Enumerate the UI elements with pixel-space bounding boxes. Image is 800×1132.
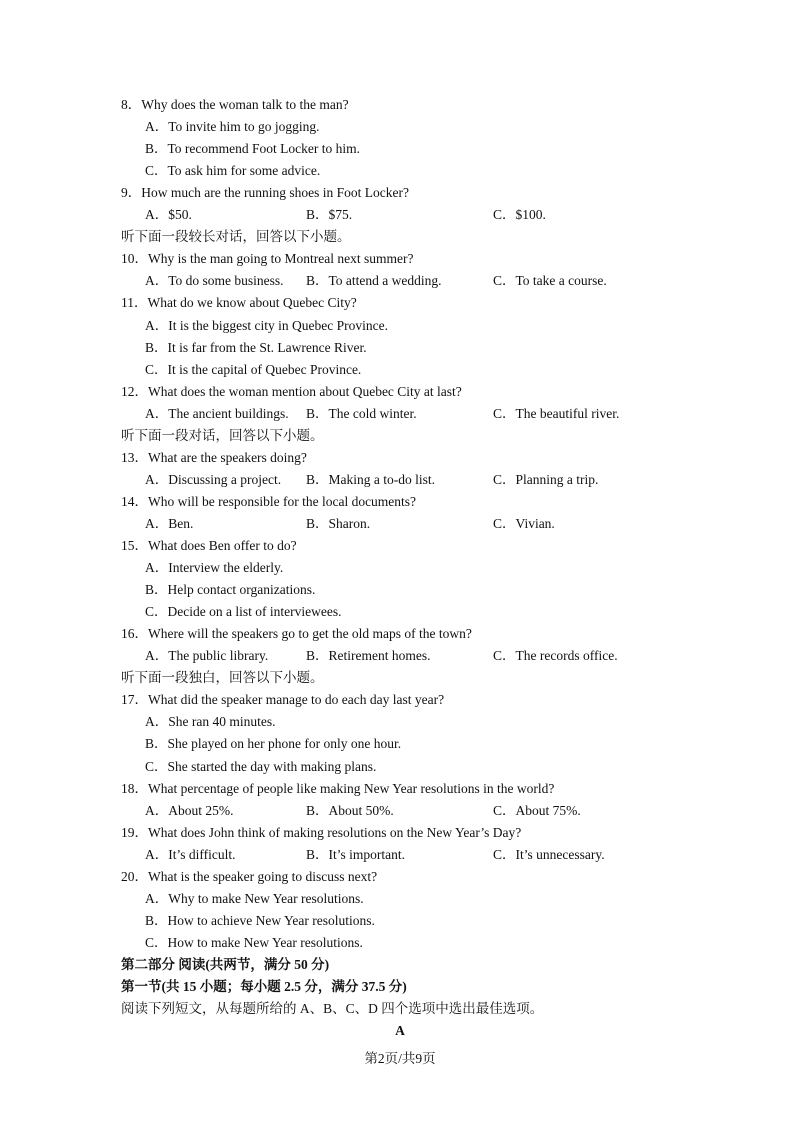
option-text: B．Help contact organizations. [145,582,316,597]
option-a: A．The ancient buildings. [145,406,289,421]
option-text: A．To invite him to go jogging. [145,119,320,134]
option-text: C．It is the capital of Quebec Province. [145,362,362,377]
question-text: 12．What does the woman mention about Quebec City at last? [121,384,462,399]
option-text: A．She ran 40 minutes. [145,714,276,729]
section-instruction: 听下面一段较长对话，回答以下小题。 [121,229,351,244]
section-instruction: 阅读下列短文，从每题所给的 A、B、C、D 四个选项中选出最佳选项。 [121,1001,544,1016]
option-c: C．It’s unnecessary. [493,847,605,862]
section-heading: 第二部分 阅读(共两节，满分 50 分) [121,957,330,972]
option-b: B．About 50%. [306,803,394,818]
option-a: A．The public library. [145,648,269,663]
option-b: B．It’s important. [306,847,405,862]
question-text: 18．What percentage of people like making New Year resolutions in the world? [121,781,555,796]
option-a: A．$50. [145,207,192,222]
option-c: C．The records office. [493,648,618,663]
option-text: C．To ask him for some advice. [145,163,321,178]
option-text: B．To recommend Foot Locker to him. [145,141,361,156]
section-instruction: 听下面一段独白，回答以下小题。 [121,670,324,685]
option-text: C．Decide on a list of interviewees. [145,604,342,619]
option-c: C．Vivian. [493,516,555,531]
option-text: A．Interview the elderly. [145,560,284,575]
passage-label: A [395,1023,405,1038]
question-text: 13．What are the speakers doing? [121,450,307,465]
option-c: C．$100. [493,207,546,222]
question-text: 10．Why is the man going to Montreal next summer? [121,251,414,266]
option-text: A．Why to make New Year resolutions. [145,891,364,906]
option-c: C．Planning a trip. [493,472,599,487]
option-text: B．How to achieve New Year resolutions. [145,913,375,928]
question-text: 14．Who will be responsible for the local documents? [121,494,417,509]
option-c: C．About 75%. [493,803,581,818]
question-text: 16．Where will the speakers go to get the old maps of the town? [121,626,472,641]
option-text: C．She started the day with making plans. [145,759,377,774]
page-footer: 第2页/共9页 [364,1051,436,1066]
option-b: B．$75. [306,207,353,222]
section-instruction: 听下面一段对话，回答以下小题。 [121,428,324,443]
question-text: 17．What did the speaker manage to do each day last year? [121,692,445,707]
option-c: C．The beautiful river. [493,406,620,421]
option-a: A．It’s difficult. [145,847,236,862]
question-text: 15．What does Ben offer to do? [121,538,297,553]
option-a: A．Ben. [145,516,194,531]
option-b: B．The cold winter. [306,406,417,421]
option-a: A．To do some business. [145,273,284,288]
option-b: B．To attend a wedding. [306,273,442,288]
question-text: 9．How much are the running shoes in Foot Locker? [121,185,409,200]
option-b: B．Making a to-do list. [306,472,435,487]
option-text: C．How to make New Year resolutions. [145,935,363,950]
option-text: B．It is far from the St. Lawrence River. [145,340,367,355]
option-b: B．Sharon. [306,516,371,531]
question-text: 19．What does John think of making resolutions on the New Year’s Day? [121,825,522,840]
option-c: C．To take a course. [493,273,607,288]
option-a: A．Discussing a project. [145,472,282,487]
option-a: A．About 25%. [145,803,234,818]
option-text: B．She played on her phone for only one hour. [145,736,402,751]
question-text: 20．What is the speaker going to discuss next? [121,869,378,884]
option-b: B．Retirement homes. [306,648,431,663]
question-text: 8．Why does the woman talk to the man? [121,97,349,112]
question-text: 11．What do we know about Quebec City? [121,295,357,310]
option-text: A．It is the biggest city in Quebec Province. [145,318,388,333]
section-heading: 第一节(共 15 小题；每小题 2.5 分，满分 37.5 分) [121,979,407,994]
